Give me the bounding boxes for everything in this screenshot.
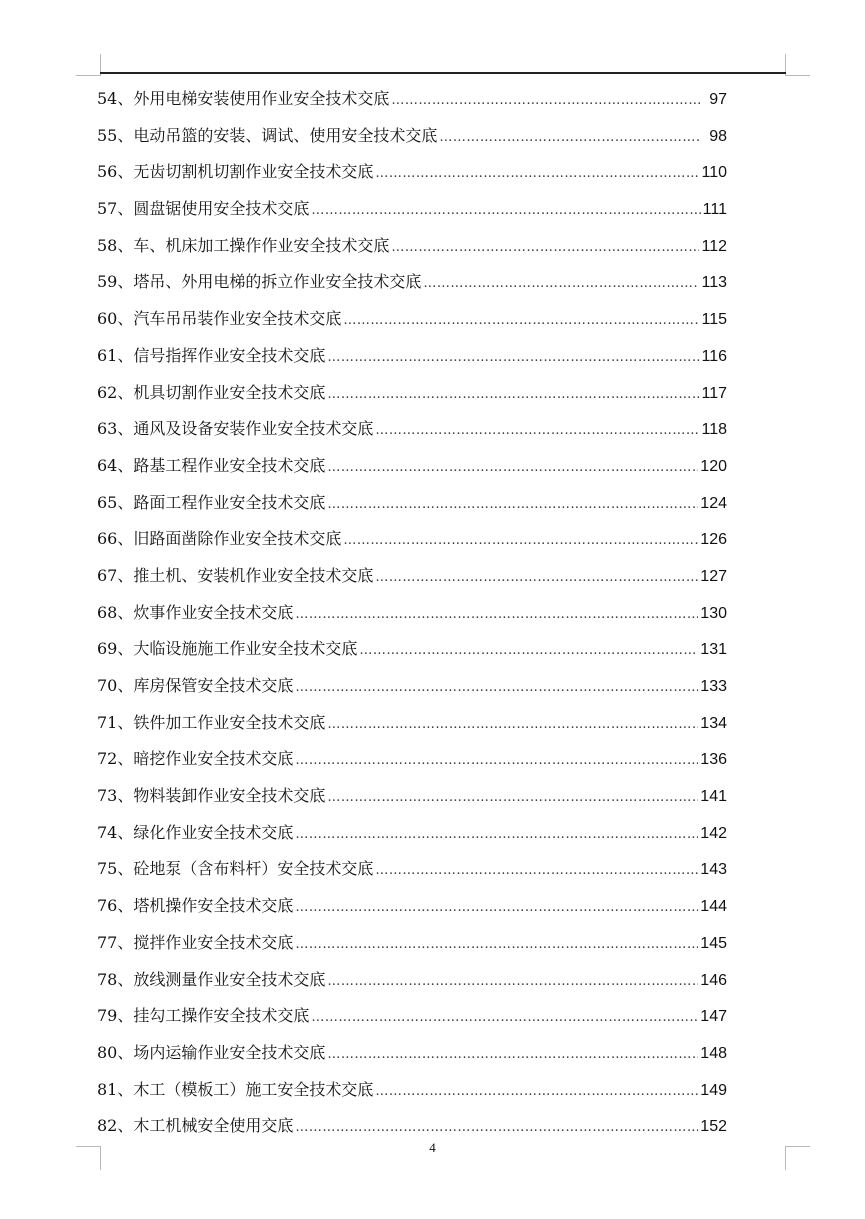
toc-entry[interactable] xyxy=(97,854,727,891)
toc-dot-leader xyxy=(327,783,698,813)
toc-entry-page: 110 xyxy=(701,164,727,182)
toc-entry-page: 98 xyxy=(709,127,727,145)
toc-entry-number: 55、 xyxy=(97,125,134,145)
toc-entry[interactable] xyxy=(97,598,727,635)
toc-dot-leader xyxy=(327,453,698,483)
toc-dot-leader xyxy=(391,233,699,263)
toc-entry-page: 149 xyxy=(700,1081,727,1099)
toc-dot-leader xyxy=(359,636,698,666)
crop-mark-top-right xyxy=(786,75,810,76)
toc-entry-title: 放线测量作业安全技术交底 xyxy=(133,969,326,989)
toc-dot-leader xyxy=(327,343,699,373)
toc-entry-title: 铁件加工作业安全技术交底 xyxy=(133,712,326,732)
toc-entry-title: 外用电梯安装使用作业安全技术交底 xyxy=(133,89,390,108)
toc-entry[interactable] xyxy=(97,524,727,561)
toc-entry-page: 134 xyxy=(700,714,727,732)
toc-entry-title: 电动吊篮的安装、调试、使用安全技术交底 xyxy=(133,125,438,145)
toc-entry-title: 汽车吊吊装作业安全技术交底 xyxy=(133,309,342,329)
toc-dot-leader xyxy=(423,269,699,299)
toc-entry-number: 80、 xyxy=(97,1042,134,1062)
toc-entry-title: 信号指挥作业安全技术交底 xyxy=(133,345,326,365)
toc-entry-number: 57、 xyxy=(97,199,134,219)
toc-entry-page: 141 xyxy=(700,788,727,806)
toc-entry-title: 木工（模板工）施工安全技术交底 xyxy=(133,1079,374,1099)
toc-entry-page: 130 xyxy=(700,604,727,622)
toc-entry-title: 圆盘锯使用安全技术交底 xyxy=(133,199,310,219)
toc-entry-title: 木工机械安全使用交底 xyxy=(133,1116,294,1136)
toc-entry-title: 塔吊、外用电梯的拆立作业安全技术交底 xyxy=(133,272,422,292)
toc-entry-number: 82、 xyxy=(97,1116,134,1136)
toc-entry-title: 砼地泵（含布料杆）安全技术交底 xyxy=(133,859,374,879)
toc-entry-title: 推土机、安装机作业安全技术交底 xyxy=(133,565,374,585)
toc-entry-number: 79、 xyxy=(97,1006,134,1026)
header-rule xyxy=(100,72,786,74)
toc-entry-number: 74、 xyxy=(97,822,134,842)
toc-entry-page: 116 xyxy=(701,347,727,365)
toc-dot-leader xyxy=(391,86,701,116)
toc-entry-number: 64、 xyxy=(97,455,134,475)
toc-entry-page: 117 xyxy=(701,384,727,402)
toc-entry-page: 126 xyxy=(700,531,727,549)
page-number: 4 xyxy=(429,1140,436,1155)
toc-entry-page: 148 xyxy=(700,1044,727,1062)
toc-entry[interactable] xyxy=(97,488,727,525)
toc-entry-page: 111 xyxy=(702,201,727,219)
toc-dot-leader xyxy=(375,1077,698,1107)
toc-entry-page: 133 xyxy=(700,678,727,695)
toc-entry-number: 78、 xyxy=(97,969,134,989)
toc-entry-page: 144 xyxy=(700,898,727,916)
toc-entry-page: 136 xyxy=(700,751,727,769)
toc-entry[interactable] xyxy=(97,671,727,708)
toc-entry[interactable] xyxy=(97,744,727,781)
toc-entry-number: 67、 xyxy=(97,565,134,585)
toc-entry-number: 68、 xyxy=(97,602,134,622)
toc-entry-title: 通风及设备安装作业安全技术交底 xyxy=(133,419,374,439)
toc-entry-title: 路基工程作业安全技术交底 xyxy=(133,455,326,475)
toc-entry-number: 75、 xyxy=(97,859,134,879)
toc-entry-title: 旧路面凿除作业安全技术交底 xyxy=(133,529,342,549)
toc-entry-page: 118 xyxy=(701,421,727,439)
toc-entry-page: 97 xyxy=(709,91,727,108)
toc-entry[interactable] xyxy=(97,1001,727,1038)
toc-entry[interactable] xyxy=(97,708,727,745)
toc-dot-leader xyxy=(327,710,698,740)
toc-entry-number: 77、 xyxy=(97,932,134,952)
toc-entry-number: 70、 xyxy=(97,676,134,695)
toc-dot-leader xyxy=(375,856,698,886)
toc-entry[interactable] xyxy=(97,341,727,378)
toc-entry-number: 76、 xyxy=(97,896,134,916)
toc-entry-number: 58、 xyxy=(97,235,134,255)
toc-entry-number: 65、 xyxy=(97,492,134,512)
toc-entry-title: 暗挖作业安全技术交底 xyxy=(133,749,294,769)
toc-entry-page: 113 xyxy=(701,274,727,292)
toc-dot-leader xyxy=(375,563,698,593)
toc-entry[interactable] xyxy=(97,121,727,158)
toc-entry[interactable] xyxy=(97,781,727,818)
toc-entry-title: 车、机床加工操作作业安全技术交底 xyxy=(133,235,390,255)
toc-entry[interactable] xyxy=(97,561,727,598)
toc-entry-title: 路面工程作业安全技术交底 xyxy=(133,492,326,512)
toc-entry[interactable] xyxy=(97,818,727,855)
toc-entry-page: 145 xyxy=(700,934,727,952)
toc-dot-leader xyxy=(295,1113,698,1143)
toc-entry-number: 54、 xyxy=(97,89,134,108)
toc-entry-number: 63、 xyxy=(97,419,134,439)
toc-entry[interactable] xyxy=(97,891,727,928)
toc-entry[interactable] xyxy=(97,414,727,451)
toc-entry-title: 炊事作业安全技术交底 xyxy=(133,602,294,622)
toc-entry-number: 60、 xyxy=(97,309,134,329)
toc-entry-title: 机具切割作业安全技术交底 xyxy=(133,382,326,402)
toc-entry[interactable] xyxy=(97,928,727,965)
toc-dot-leader xyxy=(343,526,698,556)
toc-entry[interactable] xyxy=(97,1038,727,1075)
toc-entry[interactable] xyxy=(97,84,727,121)
toc-dot-leader xyxy=(375,159,699,189)
toc-dot-leader xyxy=(295,893,698,923)
toc-entry-number: 66、 xyxy=(97,529,134,549)
toc-entry[interactable] xyxy=(97,304,727,341)
toc-dot-leader xyxy=(295,746,698,776)
toc-entry-page: 142 xyxy=(700,824,727,842)
toc-entry-title: 绿化作业安全技术交底 xyxy=(133,822,294,842)
toc-entry-number: 81、 xyxy=(97,1079,134,1099)
toc-entry-page: 131 xyxy=(700,641,727,659)
toc-dot-leader xyxy=(295,930,698,960)
toc-entry[interactable] xyxy=(97,231,727,268)
toc-dot-leader xyxy=(295,673,698,703)
toc-dot-leader xyxy=(311,1003,698,1033)
toc-dot-leader xyxy=(327,380,699,410)
toc-entry-page: 143 xyxy=(700,861,727,879)
toc-entry[interactable] xyxy=(97,451,727,488)
table-of-contents xyxy=(97,84,727,1148)
toc-entry-title: 搅拌作业安全技术交底 xyxy=(133,932,294,952)
toc-entry-title: 场内运输作业安全技术交底 xyxy=(133,1042,326,1062)
toc-entry-page: 120 xyxy=(700,457,727,475)
toc-entry-title: 大临设施施工作业安全技术交底 xyxy=(133,639,358,659)
toc-dot-leader xyxy=(295,820,698,850)
toc-dot-leader xyxy=(311,196,700,226)
toc-entry[interactable] xyxy=(97,634,727,671)
toc-entry-page: 115 xyxy=(701,311,727,329)
toc-entry-number: 69、 xyxy=(97,639,134,659)
toc-entry-title: 库房保管安全技术交底 xyxy=(133,676,294,695)
toc-entry-page: 124 xyxy=(700,494,727,512)
toc-entry-title: 挂勾工操作安全技术交底 xyxy=(133,1006,310,1026)
toc-entry-number: 56、 xyxy=(97,162,134,182)
toc-entry[interactable] xyxy=(97,194,727,231)
toc-entry-title: 塔机操作安全技术交底 xyxy=(133,896,294,916)
toc-entry[interactable] xyxy=(97,965,727,1002)
toc-entry-title: 物料装卸作业安全技术交底 xyxy=(133,786,326,806)
toc-dot-leader xyxy=(327,967,698,997)
toc-entry-page: 152 xyxy=(700,1118,727,1136)
toc-entry[interactable] xyxy=(97,157,727,194)
toc-entry-title: 无齿切割机切割作业安全技术交底 xyxy=(133,162,374,182)
toc-entry-page: 127 xyxy=(700,567,727,585)
toc-dot-leader xyxy=(439,123,701,153)
toc-entry-number: 62、 xyxy=(97,382,134,402)
toc-dot-leader xyxy=(327,1040,698,1070)
toc-entry[interactable] xyxy=(97,1075,727,1112)
toc-entry-number: 72、 xyxy=(97,749,134,769)
crop-mark-top-left xyxy=(76,75,100,76)
toc-dot-leader xyxy=(327,490,698,520)
toc-entry-page: 146 xyxy=(700,971,727,989)
toc-entry-number: 71、 xyxy=(97,712,134,732)
toc-entry-number: 59、 xyxy=(97,272,134,292)
toc-entry[interactable] xyxy=(97,378,727,415)
toc-dot-leader xyxy=(295,600,698,630)
toc-dot-leader xyxy=(343,306,699,336)
toc-entry-number: 73、 xyxy=(97,786,134,806)
toc-entry-page: 147 xyxy=(700,1008,727,1026)
toc-entry[interactable] xyxy=(97,267,727,304)
toc-dot-leader xyxy=(375,416,699,446)
toc-entry-number: 61、 xyxy=(97,345,134,365)
toc-entry-page: 112 xyxy=(701,237,727,255)
